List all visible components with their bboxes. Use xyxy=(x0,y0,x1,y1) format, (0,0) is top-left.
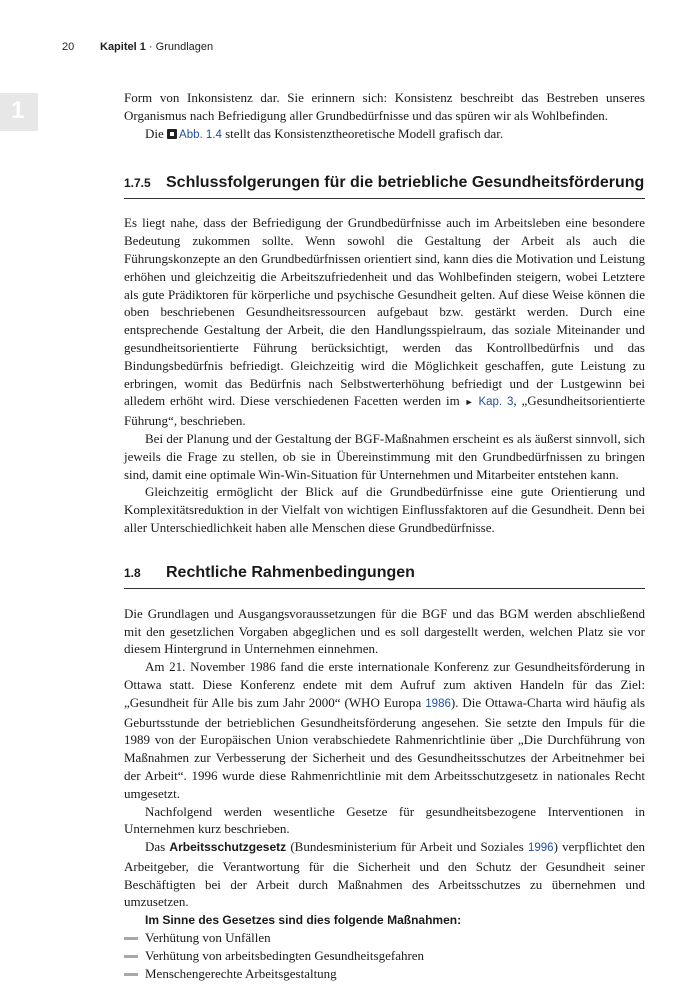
s175-p1-text-end: , „Gesundheitsorientierte Führung“, beschrieben. xyxy=(124,393,645,429)
section-1-7-5-paragraph-2: Bei der Planung und der Gestaltung der BGF-Maßnahmen erscheint es als äußerst sinnvoll, sich jeweils die Frage zu stellen, ob sie in Übereinstimmung mit den Grundbedürfnissen zu bringen sind, damit eine optimale Win-Win-Situation für Unternehmen und Mitarbeiter entstehen kann. xyxy=(124,430,645,482)
s18-p4-text-end: ) verpflichtet den Arbeitgeber, die Verantwortung für die Sicherheit und den Schutz der Gesundheit seiner Beschäftigten bei der Arbeit durch Maßnahmen des Arbeitsschutzes zu übernehmen und umzusetzen. xyxy=(124,839,645,910)
list-item-text: Menschengerechte Arbeitsgestaltung xyxy=(145,966,337,982)
s18-p4-text-mid: (Bundesministerium für Arbeit und Soziales xyxy=(286,839,528,855)
page-body xyxy=(124,89,645,983)
chapter-link[interactable]: Kap. 3 xyxy=(478,396,514,409)
list-item-text: Verhütung von Unfällen xyxy=(145,930,271,946)
list-item xyxy=(124,929,645,947)
section-title: Rechtliche Rahmenbedingungen xyxy=(166,563,415,581)
s18-p2-text: Am 21. November 1986 fand die erste internationale Konferenz zur Gesundheitsförderung in Ottawa statt. Diese Konferenz endete mit dem Aufruf zum aktiven Handeln für das Ziel: „Gesundheit für Alle bis zum Jahr 2000“ (WHO Europa xyxy=(124,659,645,710)
section-heading-1-8 xyxy=(124,564,645,589)
section-1-8-paragraph-2 xyxy=(124,658,645,802)
s18-p4-text: Das xyxy=(145,839,170,855)
figure-icon xyxy=(167,129,177,139)
s18-p2-text-end: ). Die Ottawa-Charta wird häufig als Geburtsstunde der betrieblichen Gesundheitsförderung angesehen. Sie setzte den Impuls für die 1989 von der Europäischen Union verabschiedete Rahmenrichtlinie über „Die Durchführung von Maßnahmen zur Verbesserung der Sicherheit und des Gesundheitsschutzes der Arbeitnehmer bei der Arbeit“. 1996 wurde diese Rahmenrichtlinie mit dem Arbeitsschutzgesetz in nationales Recht umgesetzt. xyxy=(124,694,645,801)
page-number: 20 xyxy=(62,41,75,53)
list-heading: Im Sinne des Gesetzes sind dies folgende Maßnahmen: xyxy=(145,913,462,928)
section-title: Schlussfolgerungen für die betriebliche Gesundheitsförderung xyxy=(166,174,645,192)
section-1-8-paragraph-1: Die Grundlagen und Ausgangsvoraussetzungen für die BGF und das BGM werden abschließend mit den gesetzlichen Vorgaben abgeglichen und es soll dargestellt werden, welchen Platz sie vor diesem Hintergrund in Unternehmen einnehmen. xyxy=(124,605,645,657)
dash-bullet-icon xyxy=(124,955,138,958)
intro-p2-text-end: stellt das Konsistenztheoretische Modell grafisch dar. xyxy=(221,125,504,141)
chapter-tab-number: 1 xyxy=(11,97,25,124)
section-1-7-5-paragraph-1 xyxy=(124,214,645,430)
intro-paragraph-1: Form von Inkonsistenz dar. Sie erinnern sich: Konsistenz beschreibt das Bestreben unseres Organismus nach Befriedigung aller Grundbedürfnisse und das spüren wir als Wohlbefinden. xyxy=(124,90,645,123)
intro-p2-text: Die xyxy=(145,125,168,141)
header-separator: · xyxy=(145,41,156,53)
dash-bullet-icon xyxy=(124,973,138,976)
list-item xyxy=(124,965,645,983)
intro-paragraph-2 xyxy=(124,125,645,145)
dash-bullet-icon xyxy=(124,937,138,940)
section-1-7-5-paragraph-3: Gleichzeitig ermöglicht der Blick auf die Grundbedürfnisse eine gute Orientierung und Komplexitätsreduktion in der Vielfalt von wichtigen Einflussfaktoren auf die Gesundheit. Denn bei aller Unterschiedlichkeit haben alle Menschen diese Grundbedürfnisse. xyxy=(124,484,645,535)
figure-link[interactable]: Abb. 1.4 xyxy=(179,128,222,141)
list-item xyxy=(124,947,645,965)
section-number: 1.7.5 xyxy=(124,176,151,191)
citation-link[interactable]: 1986 xyxy=(425,697,451,710)
s175-p1-text: Es liegt nahe, dass der Befriedigung der Grundbedürfnisse auch im Arbeitsleben eine besondere Bedeutung zukommen sollte. Wenn sowohl die Gestaltung der Arbeit als auch die Führungskonzepte an den Grundbedürfnissen orientiert sind, kann dies die Motivation und Leistung erhöhen und gleichzeitig die Arbeitszufriedenheit und das Wohlbefinden steigern, wobei Letztere als gute Prädiktoren für körperliche und psychische Gesundheit gelten. Auf diese Weise können die oben beschriebenen Gesundheitsressourcen aufgebaut bzw. gestärkt werden. Durch eine entsprechende Gestaltung der Arbeit, die den Handlungsspielraum, das soziale Miteinander und gesundheitsorientierte Führung berücksichtigt, werden das Kontrollbedürfnis und das Bindungsbedürfnis befriedigt. Gleichzeitig wird die Möglichkeit geschaffen, gute Leistung zu erbringen, womit das Bedürfnis nach Selbstwerterhöhung befriedigt und der Lustgewinn bei alledem erhöht wird. Diese verschiedenen Facetten werden im xyxy=(124,215,645,409)
section-1-8-paragraph-3: Nachfolgend werden wesentliche Gesetze für gesundheitsbezogene Interventionen in Unternehmen kurz beschrieben. xyxy=(124,803,645,837)
running-header xyxy=(62,41,213,53)
list-item-text: Verhütung von arbeitsbedingten Gesundheitsgefahren xyxy=(145,948,425,964)
cross-ref-arrow-icon: ► xyxy=(464,397,474,408)
section-heading-1-7-5 xyxy=(124,174,645,199)
law-name: Arbeitsschutzgesetz xyxy=(169,840,287,855)
chapter-title: Grundlagen xyxy=(155,41,214,53)
citation-link[interactable]: 1996 xyxy=(527,842,554,855)
measures-list xyxy=(124,929,645,983)
chapter-label: Kapitel 1 xyxy=(100,41,146,53)
section-number: 1.8 xyxy=(124,565,141,580)
section-1-8-paragraph-4 xyxy=(124,838,645,911)
chapter-tab xyxy=(0,93,38,131)
